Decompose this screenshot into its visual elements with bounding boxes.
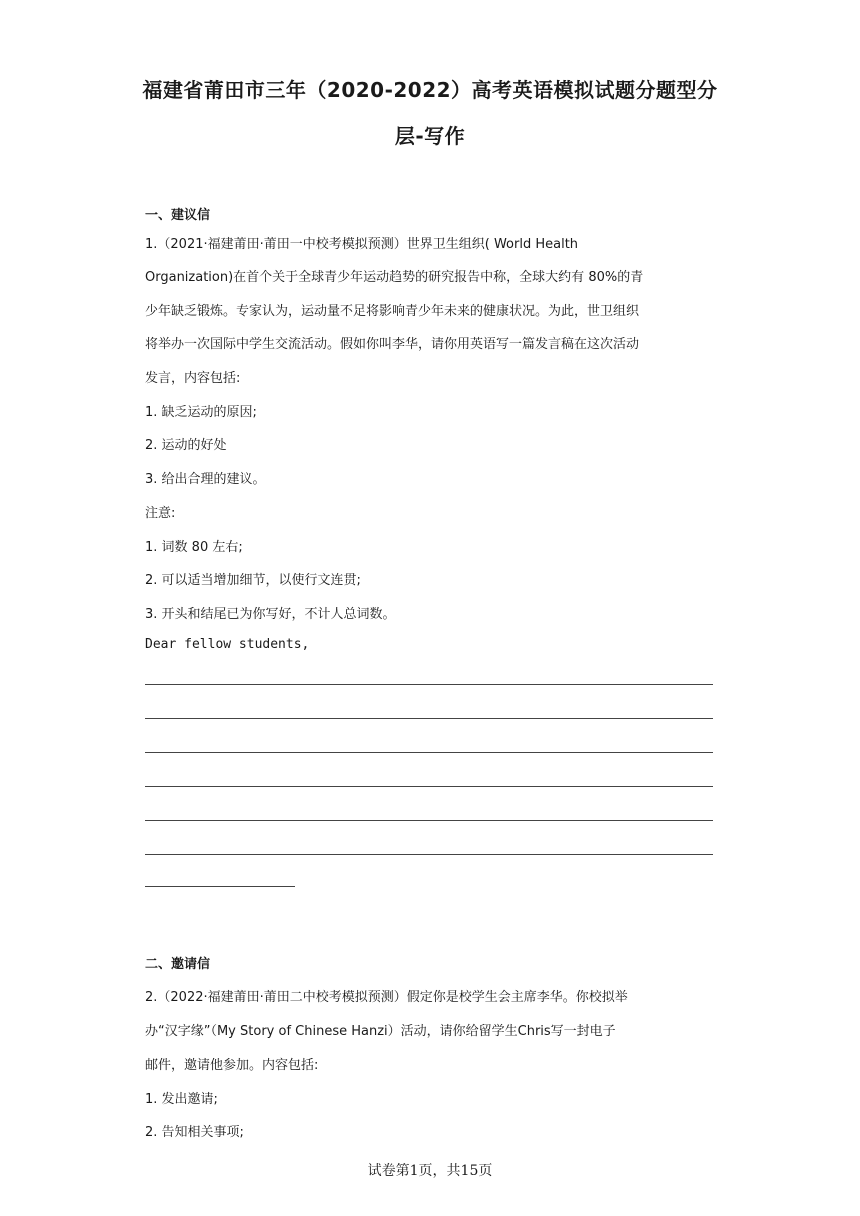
- section-1-heading: 一、建议信: [145, 208, 211, 223]
- question-1-text-line: 1.（2021·福建莆田·莆田一中校考模拟预测）世界卫生组织( World Health: [145, 237, 579, 252]
- question-2-text-line: 邮件，邀请他参加。内容包括:: [145, 1058, 319, 1073]
- content-point: 1. 缺乏运动的原因;: [145, 405, 257, 420]
- question-2-text-line: 2.（2022·福建莆田·莆田二中校考模拟预测）假定你是校学生会主席李华。你校拟举: [145, 990, 628, 1005]
- question-1-text-line: Organization)在首个关于全球青少年运动趋势的研究报告中称，全球大约有 80%的青: [145, 270, 644, 285]
- answer-line: [145, 820, 713, 821]
- section-2-heading: 二、邀请信: [145, 957, 211, 972]
- content-point: 1. 发出邀请;: [145, 1092, 218, 1107]
- question-1-text-line: 少年缺乏锻炼。专家认为，运动量不足将影响青少年未来的健康状况。为此，世卫组织: [145, 304, 640, 319]
- answer-line: [145, 786, 713, 787]
- content-point: 3. 给出合理的建议。: [145, 472, 266, 487]
- note-label: 注意:: [145, 506, 176, 521]
- content-point: 2. 运动的好处: [145, 438, 227, 453]
- answer-line: [145, 752, 713, 753]
- letter-greeting: Dear fellow students,: [145, 637, 310, 652]
- answer-line: [145, 854, 713, 855]
- content-point: 2. 告知相关事项;: [145, 1125, 244, 1140]
- note-item: 3. 开头和结尾已为你写好，不计人总词数。: [145, 607, 396, 622]
- answer-line-short: [145, 886, 295, 887]
- question-1-text-line: 将举办一次国际中学生交流活动。假如你叫李华，请你用英语写一篇发言稿在这次活动: [145, 337, 640, 352]
- note-item: 1. 词数 80 左右;: [145, 540, 243, 555]
- doc-title-line-2: 层-写作: [394, 124, 466, 148]
- doc-title-line-1: 福建省莆田市三年（2020-2022）高考英语模拟试题分题型分: [142, 78, 718, 102]
- question-1-text-line: 发言，内容包括:: [145, 371, 241, 386]
- note-item: 2. 可以适当增加细节，以使行文连贯;: [145, 573, 361, 588]
- question-2-text-line: 办“汉字缘”（My Story of Chinese Hanzi）活动，请你给留学生Chris写一封电子: [145, 1024, 616, 1039]
- page-footer: 试卷第1页，共15页: [367, 1163, 493, 1179]
- answer-line: [145, 718, 713, 719]
- answer-line: [145, 684, 713, 685]
